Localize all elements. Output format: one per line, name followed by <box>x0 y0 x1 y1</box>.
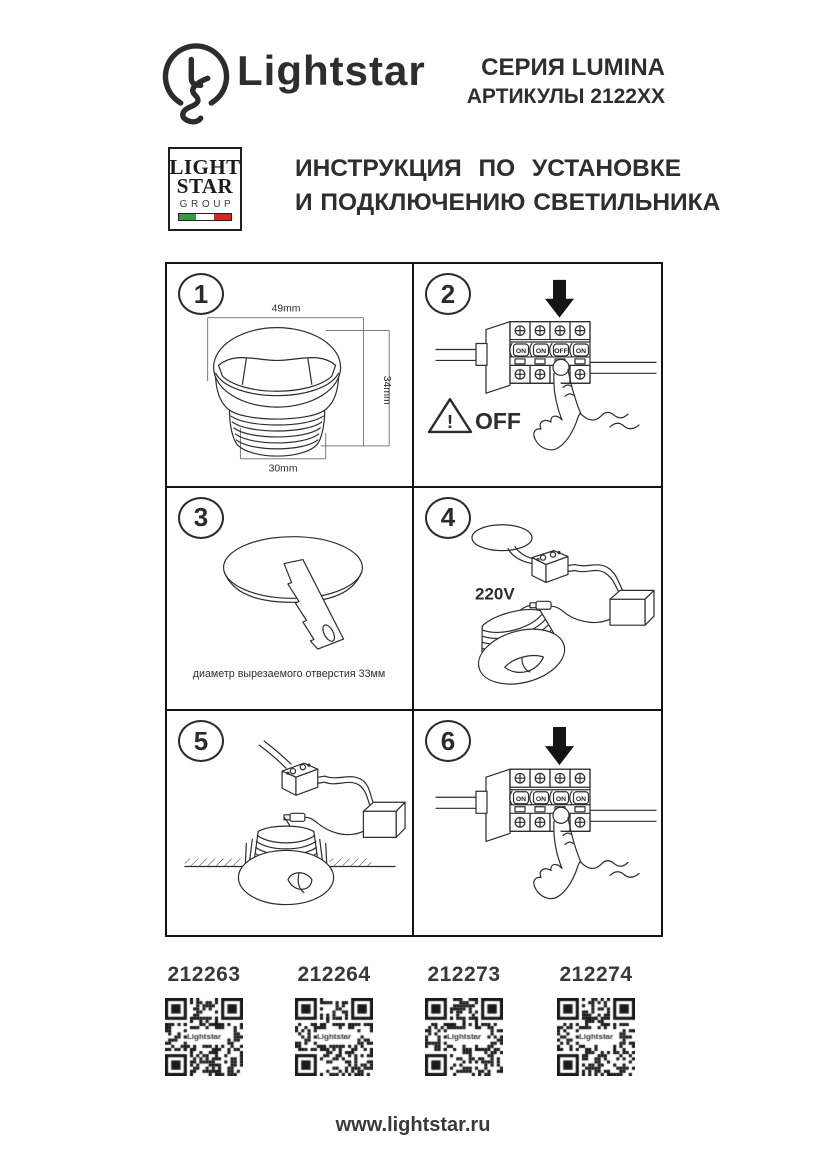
title-line1: ИНСТРУКЦИЯ ПО УСТАНОВКЕ <box>295 155 682 182</box>
article-number: 212273 <box>427 963 501 986</box>
article-column <box>409 963 519 1076</box>
page-title <box>295 152 720 220</box>
article-number: 212264 <box>297 963 371 986</box>
step-number-badge: 4 <box>425 497 471 539</box>
article-column <box>279 963 389 1076</box>
article-number: 212263 <box>167 963 241 986</box>
website-url: www.lightstar.ru <box>335 1114 491 1136</box>
qr-code <box>425 998 503 1076</box>
lightstar-group-logo <box>168 147 242 231</box>
breaker-switch-label: ON <box>515 347 527 355</box>
svg-text:!: ! <box>446 412 454 433</box>
italian-flag-stripe <box>178 213 232 221</box>
breaker-switch-label: ON <box>555 796 567 804</box>
panel-step-6 <box>414 711 661 935</box>
article-number: 212274 <box>559 963 633 986</box>
lightstar-bulb-icon <box>160 36 232 130</box>
panel-step-5 <box>167 711 414 935</box>
group-logo-line1: LIGHT <box>169 154 241 179</box>
breaker-switch-label: ON <box>575 796 587 804</box>
step-number-badge: 5 <box>178 720 224 762</box>
hole-diameter-caption: диаметр вырезаемого отверстия 33мм <box>192 667 386 680</box>
instruction-grid <box>165 262 663 937</box>
panel-step-4 <box>414 488 661 712</box>
dimension-thread-label: 30mm <box>268 463 298 475</box>
dimension-height-label: 34mm <box>381 375 393 405</box>
voltage-label: 220V <box>475 584 515 603</box>
qr-code <box>295 998 373 1076</box>
breaker-switch-label: ON <box>575 347 587 355</box>
group-logo-line2: STAR <box>176 173 234 198</box>
qr-code <box>557 998 635 1076</box>
series-label: СЕРИЯ LUMINA <box>481 54 665 81</box>
breaker-switch-label: OFF <box>554 347 568 355</box>
panel-step-2 <box>414 264 661 488</box>
step-number-badge: 6 <box>425 720 471 762</box>
step-number-badge: 3 <box>178 497 224 539</box>
breaker-switch-label: ON <box>535 347 547 355</box>
panel-step-3 <box>167 488 414 712</box>
warning-off-label: OFF <box>475 408 521 434</box>
article-column <box>149 963 259 1076</box>
breaker-switch-label: ON <box>515 796 527 804</box>
group-logo-line3: GROUP <box>179 198 235 210</box>
breaker-switch-label: ON <box>535 796 547 804</box>
warning-triangle-icon <box>429 399 471 433</box>
article-column <box>541 963 651 1076</box>
articles-label: АРТИКУЛЫ 2122XX <box>466 85 665 108</box>
step-number-badge: 1 <box>178 273 224 315</box>
brand-name: Lightstar <box>237 47 426 94</box>
step-number-badge: 2 <box>425 273 471 315</box>
title-line2: И ПОДКЛЮЧЕНИЮ СВЕТИЛЬНИКА <box>295 189 721 216</box>
panel-step-1 <box>167 264 414 488</box>
down-arrow-icon <box>545 727 574 765</box>
down-arrow-icon <box>545 280 574 318</box>
dimension-width-label: 49mm <box>271 303 301 315</box>
qr-code <box>165 998 243 1076</box>
